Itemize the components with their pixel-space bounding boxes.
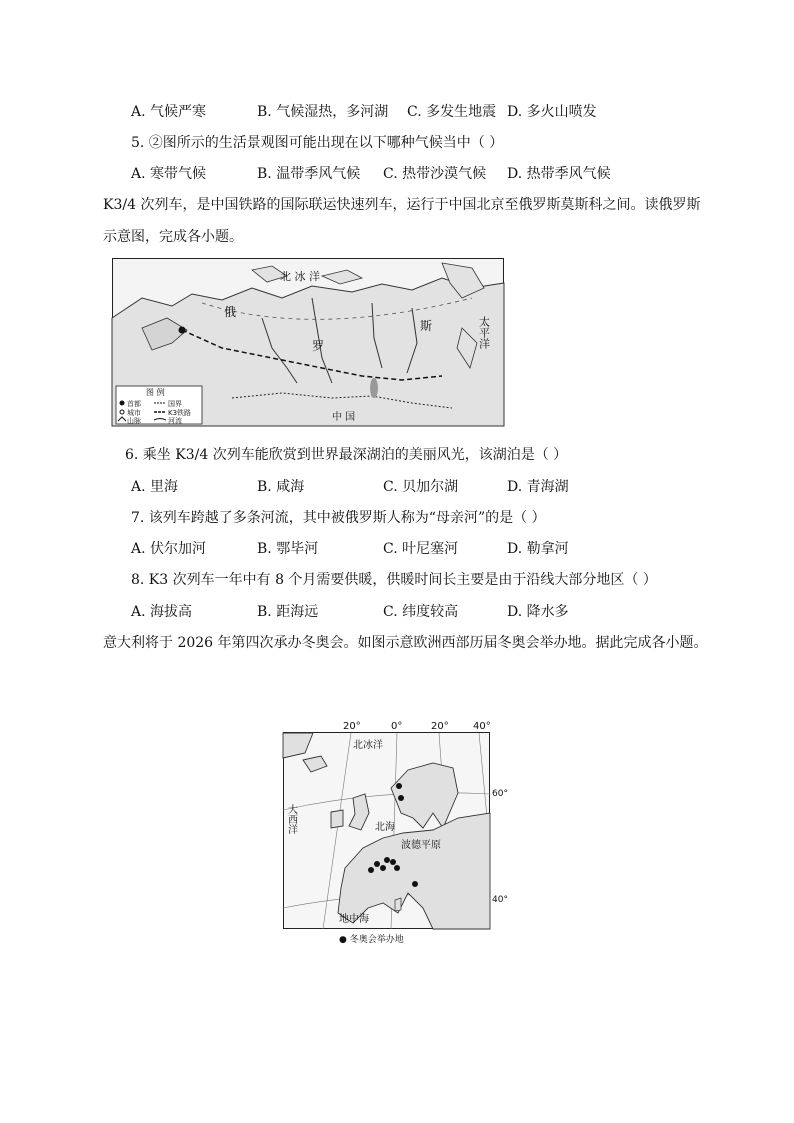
russia-map-label-ru1: 俄 xyxy=(224,305,237,319)
europe-lon-20w: 20° xyxy=(343,721,361,732)
host-marker-4 xyxy=(384,857,390,863)
q7-option-c: C. 叶尼塞河 xyxy=(383,541,459,557)
europe-lon-0: 0° xyxy=(391,721,403,732)
russia-map-arctic-label: 北 冰 洋 xyxy=(280,270,320,283)
q5-option-a: A. 寒带气候 xyxy=(131,166,207,182)
q7-option-b: B. 鄂毕河 xyxy=(257,541,319,557)
europe-map xyxy=(283,718,508,946)
q7-option-a: A. 伏尔加河 xyxy=(131,541,207,557)
host-marker-1 xyxy=(368,867,374,873)
legend-title: 图 例 xyxy=(146,388,165,397)
europe-map-graphic xyxy=(283,718,508,946)
russia-map-china-label: 中 国 xyxy=(332,412,356,423)
q5-option-c: C. 热带沙漠气候 xyxy=(383,166,487,182)
europe-northsea-label: 北海 xyxy=(375,822,395,833)
q8-option-c: C. 纬度较高 xyxy=(383,604,459,620)
host-marker-3 xyxy=(380,865,386,871)
legend-mountain: 山脉 xyxy=(127,417,141,425)
russia-map xyxy=(112,258,504,426)
legend-river: 河流 xyxy=(168,417,182,425)
q7-stem: 7. 该列车跨越了多条河流，其中被俄罗斯人称为“母亲河”的是（ ） xyxy=(131,510,546,526)
q4-option-b: B. 气候湿热，多河湖 xyxy=(257,104,389,120)
legend-city: 城市 xyxy=(127,409,141,417)
russia-map-legend xyxy=(116,386,202,425)
europe-legend: ● 冬奥会举办地 xyxy=(339,935,404,945)
russia-map-graphic xyxy=(112,258,504,426)
q5-option-d: D. 热带季风气候 xyxy=(507,166,611,182)
host-marker-6 xyxy=(394,865,400,871)
legend-capital: 首都 xyxy=(127,400,141,408)
europe-atlantic-label: 大西洋 xyxy=(285,804,297,834)
q4-option-d: D. 多火山喷发 xyxy=(507,104,597,120)
europe-lat-60: 60° xyxy=(492,789,508,799)
europe-lon-20e: 20° xyxy=(431,721,449,732)
legend-railway: K3铁路 xyxy=(168,409,192,417)
europe-plain-label: 波德平原 xyxy=(401,840,441,851)
q8-stem: 8. K3 次列车一年中有 8 个月需要供暖，供暖时间长主要是由于沿线大部分地区（ ） xyxy=(131,572,657,588)
europe-lon-40e: 40° xyxy=(473,721,491,732)
q8-option-d: D. 降水多 xyxy=(507,604,569,620)
q6-stem: 6. 乘坐 K3/4 次列车能欣赏到世界最深湖泊的美丽风光，该湖泊是（ ） xyxy=(125,447,568,463)
europe-med-label: 地中海 xyxy=(339,914,369,925)
host-marker-norway-1 xyxy=(396,783,402,789)
q4-option-a: A. 气候严寒 xyxy=(131,104,207,120)
host-marker-7 xyxy=(412,881,418,887)
q6-option-b: B. 咸海 xyxy=(257,479,305,495)
q6-option-d: D. 青海湖 xyxy=(507,479,569,495)
europe-arctic-label: 北冰洋 xyxy=(353,740,383,751)
host-marker-5 xyxy=(390,859,396,865)
q6-option-c: C. 贝加尔湖 xyxy=(383,479,459,495)
intro-russia-line1: K3/4 次列车，是中国铁路的国际联运快速列车，运行于中国北京至俄罗斯莫斯科之间。读俄罗斯 xyxy=(103,197,701,213)
russia-map-label-ru2: 罗 xyxy=(312,339,325,353)
q6-option-a: A. 里海 xyxy=(131,479,179,495)
europe-lat-40: 40° xyxy=(492,895,508,905)
q7-option-d: D. 勒拿河 xyxy=(507,541,569,557)
q4-option-c: C. 多发生地震 xyxy=(407,104,497,120)
q8-option-a: A. 海拔高 xyxy=(131,604,193,620)
intro-russia-line2: 示意图，完成各小题。 xyxy=(103,229,243,245)
russia-map-label-ru3: 斯 xyxy=(420,319,433,333)
host-marker-2 xyxy=(374,861,380,867)
host-marker-norway-2 xyxy=(398,795,404,801)
russia-map-pacific-label: 太平洋 xyxy=(477,316,491,349)
legend-border: 国界 xyxy=(168,400,182,408)
q8-option-b: B. 距海远 xyxy=(257,604,319,620)
q5-option-b: B. 温带季风气候 xyxy=(257,166,361,182)
intro-europe-line1: 意大利将于 2026 年第四次承办冬奥会。如图示意欧洲西部历届冬奥会举办地。据此完成各小题。 xyxy=(103,635,708,651)
q5-stem: 5. ②图所示的生活景观图可能出现在以下哪种气候当中（ ） xyxy=(131,135,504,151)
